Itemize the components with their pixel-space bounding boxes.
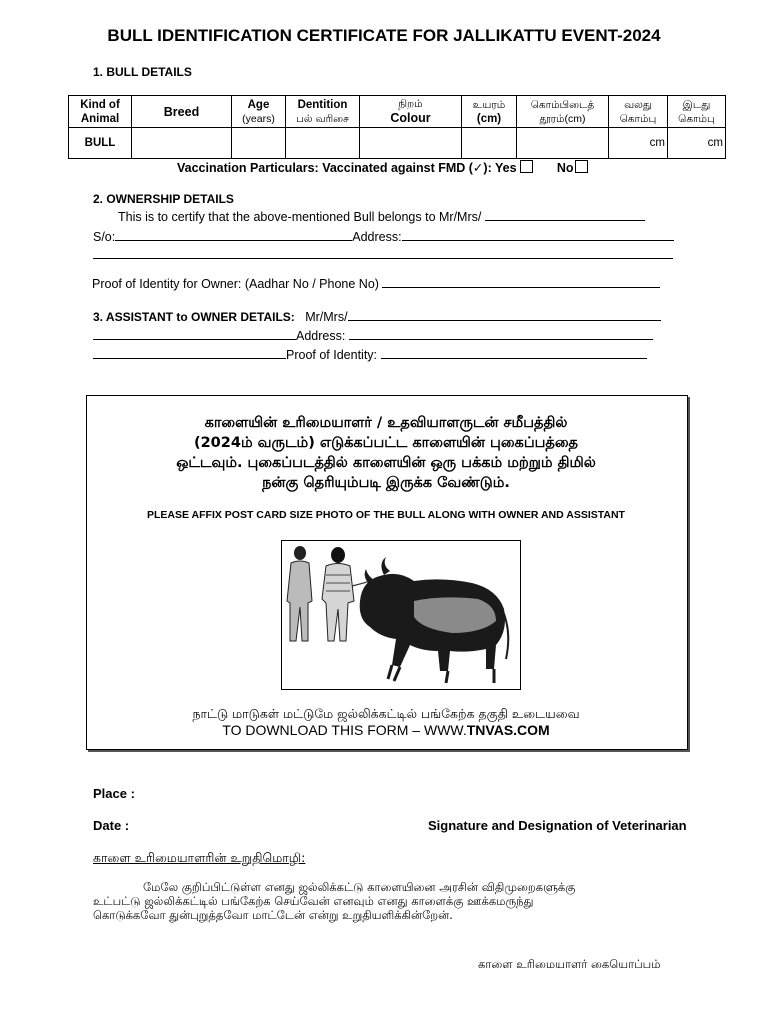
owner-address-line-2[interactable] (93, 258, 673, 259)
header-kind: Kind of Animal (69, 96, 132, 128)
cell-breed[interactable] (132, 128, 232, 159)
no-label: No (556, 161, 574, 175)
header-right-horn: வலது கொம்பு (609, 96, 668, 128)
header-dentition: Dentition பல் வரிசை (286, 96, 360, 128)
assistant-name-field[interactable] (348, 308, 661, 321)
vaccination-row (177, 160, 588, 175)
bull-data-row (69, 128, 726, 159)
pledge-heading: காளை உரிமையாளரின் உறுதிமொழி: (93, 850, 306, 865)
photo-instructions-tamil (86, 413, 686, 493)
assistant-name-field-2[interactable] (93, 327, 296, 340)
no-checkbox[interactable] (575, 160, 588, 173)
header-horn-distance: கொம்பிடைத் தூரம்(cm) (517, 96, 609, 128)
assistant-proof-row (93, 346, 647, 362)
veterinarian-signature-label: Signature and Designation of Veterinarian (428, 818, 687, 833)
yes-checkbox[interactable] (520, 160, 533, 173)
cell-colour[interactable] (360, 128, 462, 159)
assistant-proof-field[interactable] (381, 346, 647, 359)
cell-kind: BULL (69, 128, 132, 159)
assistant-address-label: Address: (296, 329, 346, 343)
so-address-row (93, 228, 674, 244)
table-header-row (69, 96, 726, 128)
bull-details-table (68, 95, 726, 159)
cell-horn-distance[interactable] (517, 128, 609, 159)
owner-signature-label: காளை உரிமையாளர் கையொப்பம் (478, 957, 661, 971)
download-link[interactable]: TNVAS.COM (466, 722, 550, 738)
certify-text: This is to certify that the above-mentioned Bull belongs to Mr/Mrs/ (118, 210, 482, 224)
native-breeds-note: நாட்டு மாடுகள் மட்டுமே ஜல்லிக்கட்டில் பங்கேற்க தகுதி உடையவை (192, 706, 580, 721)
pledge-line: உட்பட்டு ஜல்லிக்கட்டில் பங்கேற்க செய்வேன் எனவும் எனது காளைக்கு ஊக்கமருந்து (93, 894, 534, 908)
pledge-line: கொடுக்கவோ துன்புறுத்தவோ மாட்டேன் என்று உறுதியளிக்கின்றேன். (93, 908, 453, 922)
assistant-proof-label: Proof of Identity: (286, 348, 378, 362)
header-height: உயரம் (cm) (462, 96, 517, 128)
so-field[interactable] (115, 228, 352, 241)
header-colour: நிறம் Colour (360, 96, 462, 128)
assistant-address-field-2[interactable] (93, 346, 286, 359)
cell-dentition[interactable] (286, 128, 360, 159)
owner-address-field[interactable] (402, 228, 674, 241)
so-label: S/o: (93, 230, 116, 244)
owner-address-label: Address: (352, 230, 402, 244)
bull-with-owners-image (282, 541, 520, 689)
certify-row (118, 208, 645, 224)
vaccination-label: Vaccination Particulars: Vaccinated against FMD (✓): Yes (177, 161, 517, 175)
header-age: Age (years) (232, 96, 286, 128)
cell-height[interactable] (462, 128, 517, 159)
section-assistant-heading: 3. ASSISTANT to OWNER DETAILS: (93, 310, 295, 324)
section-bull-details-heading: 1. BULL DETAILS (93, 65, 192, 79)
download-note (86, 722, 686, 738)
assistant-row (93, 308, 661, 324)
owner-proof-label: Proof of Identity for Owner: (Aadhar No / Phone No) (92, 277, 379, 291)
affix-photo-text: PLEASE AFFIX POST CARD SIZE PHOTO OF THE BULL ALONG WITH OWNER AND ASSISTANT (147, 509, 625, 521)
pledge-line: மேலே குறிப்பிட்டுள்ள எனது ஜல்லிக்கட்டு காளையினை அரசின் விதிமுறைகளுக்கு (143, 880, 576, 894)
assistant-address-row (93, 327, 653, 343)
section-ownership-heading: 2. OWNERSHIP DETAILS (93, 192, 234, 206)
photo-instruction-line: ஒட்டவும். புகைப்படத்தில் காளையின் ஒரு பக்கம் மற்றும் திமில் (176, 455, 596, 471)
owner-name-field[interactable] (485, 208, 645, 221)
download-prefix: TO DOWNLOAD THIS FORM – WWW. (222, 722, 467, 738)
cell-left-horn[interactable]: cm (668, 128, 726, 159)
photo-instruction-line: (2024ம் வருடம்) எடுக்கப்பட்ட காளையின் புகைப்பத்தை (193, 435, 579, 451)
pledge-text (93, 880, 715, 922)
date-label: Date : (93, 818, 130, 833)
assistant-address-field[interactable] (349, 327, 653, 340)
owner-proof-row (92, 275, 660, 291)
photo-instruction-line: காளையின் உரிமையாளர் / உதவியாளருடன் சமீபத்தில் (204, 415, 568, 431)
header-left-horn: இடது கொம்பு (668, 96, 726, 128)
assistant-mr-label: Mr/Mrs/ (305, 310, 348, 324)
photo-instruction-line: நன்கு தெரியும்படி இருக்க வேண்டும். (262, 475, 510, 491)
header-breed: Breed (132, 96, 232, 128)
place-label: Place : (93, 786, 135, 801)
cell-age[interactable] (232, 128, 286, 159)
owner-proof-field[interactable] (382, 275, 660, 288)
sample-bull-photo (281, 540, 521, 690)
page-title: BULL IDENTIFICATION CERTIFICATE FOR JALLIKATTU EVENT-2024 (107, 26, 661, 45)
cell-right-horn[interactable]: cm (609, 128, 668, 159)
